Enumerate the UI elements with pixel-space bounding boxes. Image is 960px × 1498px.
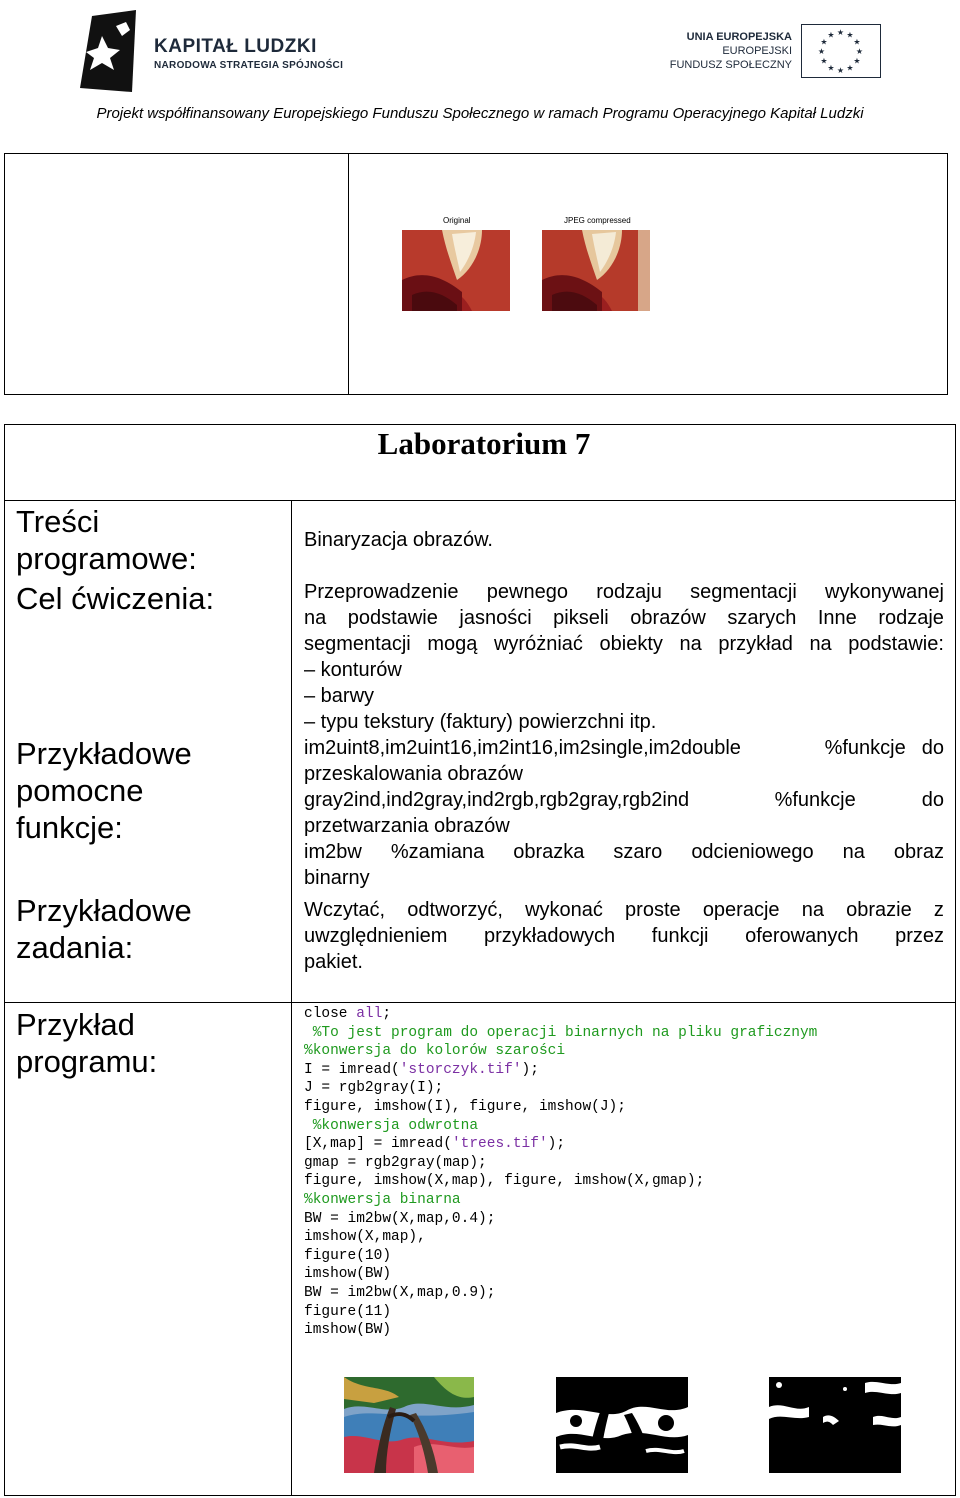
func-line-1b: przeskalowania obrazów	[304, 763, 524, 785]
word: szarych	[727, 607, 797, 629]
label-line: Treści	[16, 504, 100, 539]
code-line: J = rgb2gray(I);	[304, 1080, 444, 1097]
eu-line-2: EUROPEJSKI	[722, 45, 792, 57]
word: odtworzyć,	[407, 899, 503, 921]
trees-color-image	[344, 1377, 474, 1473]
code-line: close all;	[304, 1006, 392, 1022]
svg-text:★: ★	[846, 30, 854, 40]
word: wykonywanej	[825, 581, 944, 603]
code-line: figure(11)	[304, 1303, 392, 1320]
code-line: figure, imshow(I), figure, imshow(J);	[304, 1098, 626, 1115]
cel-line-1	[304, 579, 944, 605]
eu-text	[640, 30, 792, 72]
code-comment: %To jest program do operacji binarnych na pliku graficznym	[304, 1024, 818, 1041]
cel-item: – barwy	[304, 685, 375, 707]
label-line: programowe:	[16, 541, 197, 576]
func-line-3	[304, 839, 944, 865]
svg-text:★: ★	[817, 47, 826, 56]
code-line: imshow(BW)	[304, 1266, 392, 1283]
code-line: figure, imshow(X,map), figure, imshow(X,gmap);	[304, 1173, 705, 1190]
func-comment-end: do	[921, 789, 944, 811]
code-comment: %konwersja do kolorów szarości	[304, 1043, 566, 1060]
word: podstawie	[347, 607, 438, 629]
svg-text:★: ★	[820, 37, 828, 47]
code-line: imshow(X,map),	[304, 1229, 426, 1246]
word: jasności	[459, 607, 532, 629]
word: wyróżniać	[493, 633, 583, 655]
kapital-ludzki-logo	[76, 8, 148, 94]
original-image	[402, 230, 510, 311]
cel-line-3	[304, 631, 944, 657]
word: na	[842, 841, 865, 863]
func-line-2b: przetwarzania obrazów	[304, 815, 510, 837]
word: Przeprowadzenie	[304, 581, 459, 603]
svg-text:★: ★	[836, 66, 845, 75]
logo-title: KAPITAŁ LUDZKI	[154, 36, 317, 57]
word: proste	[625, 899, 681, 921]
word: podstawie:	[848, 633, 944, 655]
svg-text:★: ★	[853, 56, 861, 66]
trees-binary-09-image	[769, 1377, 901, 1473]
zadania-line-2	[304, 923, 944, 949]
eu-flag-icon	[801, 24, 881, 78]
func-list: im2uint8,im2uint16,im2int16,im2single,im2double	[304, 737, 741, 759]
svg-text:★: ★	[836, 28, 845, 37]
cel-text	[304, 579, 944, 735]
kapital-ludzki-emblem-icon	[76, 8, 148, 94]
logo-subtitle: NARODOWA STRATEGIA SPÓJNOŚCI	[154, 60, 344, 71]
word: na	[679, 633, 702, 655]
label-cel-cwiczenia: Cel ćwiczenia:	[16, 581, 215, 616]
func-line-3b: binarny	[304, 867, 370, 889]
title-row-divider	[4, 500, 956, 501]
label-przyklad-programu	[16, 1006, 286, 1080]
lab-title	[4, 426, 956, 462]
word: obrazów	[630, 607, 706, 629]
word: obraz	[893, 841, 944, 863]
word: obrazka	[513, 841, 585, 863]
word: rodzaju	[596, 581, 662, 603]
word: pewnego	[486, 581, 568, 603]
word: Inne	[817, 607, 857, 629]
label-original: Original	[443, 216, 471, 225]
word: szaro	[613, 841, 663, 863]
word: funkcji	[651, 925, 709, 947]
project-cofinancing-line: Projekt współfinansowany Europejskiego Funduszu Społecznego w ramach Programu Operacyjnego Kapitał Ludzki	[96, 105, 864, 122]
code-line: I = imread('storczyk.tif');	[304, 1061, 539, 1078]
code-line: [X,map] = imread('trees.tif');	[304, 1136, 566, 1153]
word: %zamiana	[390, 841, 485, 863]
lab-title-text: Laboratorium 7	[377, 426, 591, 461]
figure-box-divider	[348, 153, 349, 395]
label-line: Przykład	[16, 1007, 135, 1042]
word: uwzględnieniem	[304, 925, 448, 947]
func-comment: %funkcje	[824, 737, 906, 759]
label-pomocne-funkcje	[16, 735, 286, 846]
label-line: funkcje:	[16, 810, 123, 845]
svg-text:★: ★	[846, 63, 854, 73]
code-line: gmap = rgb2gray(map);	[304, 1154, 487, 1171]
word: im2bw	[304, 841, 362, 863]
program-code	[304, 1005, 817, 1340]
zadania-line-3: pakiet.	[304, 951, 363, 973]
word: wykonać	[525, 899, 603, 921]
func-list: gray2ind,ind2gray,ind2rgb,rgb2gray,rgb2ind	[304, 789, 690, 811]
zadania-line-1	[304, 897, 944, 923]
word: z	[933, 899, 944, 921]
svg-text:★: ★	[827, 63, 835, 73]
code-line: imshow(BW)	[304, 1322, 392, 1339]
label-przykladowe-zadania	[16, 892, 286, 966]
label-line: zadania:	[16, 930, 134, 965]
svg-text:★: ★	[827, 30, 835, 40]
word: pikseli	[553, 607, 609, 629]
svg-text:★: ★	[820, 56, 828, 66]
word: operacje	[702, 899, 780, 921]
label-line: Przykładowe	[16, 893, 192, 928]
zadania-text	[304, 897, 944, 975]
svg-text:★: ★	[855, 47, 864, 56]
word: obiekty	[599, 633, 663, 655]
word: przykładowych	[484, 925, 616, 947]
column-divider	[291, 500, 292, 1496]
label-line: programu:	[16, 1044, 158, 1079]
label-jpeg-compressed: JPEG compressed	[564, 216, 631, 225]
eu-line-3: FUNDUSZ SPOŁECZNY	[669, 59, 792, 71]
func-line-2	[304, 787, 944, 813]
word: odcieniowego	[691, 841, 814, 863]
cel-item: – konturów	[304, 659, 402, 681]
word: rodzaje	[878, 607, 944, 629]
svg-text:★: ★	[853, 37, 861, 47]
code-line: BW = im2bw(X,map,0.4);	[304, 1210, 496, 1227]
word: na	[304, 607, 327, 629]
program-row-divider	[4, 1002, 956, 1003]
word: przykład	[718, 633, 793, 655]
word: Wczytać,	[304, 899, 386, 921]
func-comment-end: do	[921, 737, 944, 759]
word: oferowanych	[745, 925, 859, 947]
eu-line-1: UNIA EUROPEJSKA	[686, 31, 792, 43]
word: mogą	[427, 633, 478, 655]
label-line: Przykładowe	[16, 736, 192, 771]
func-comment: %funkcje	[774, 789, 856, 811]
code-comment: %konwersja odwrotna	[304, 1117, 479, 1134]
code-line: BW = im2bw(X,map,0.9);	[304, 1284, 496, 1301]
trees-binary-04-image	[556, 1377, 688, 1473]
word: segmentacji	[304, 633, 411, 655]
func-line-1	[304, 735, 944, 761]
cel-item: – typu tekstury (faktury) powierzchni itp.	[304, 711, 657, 733]
word: segmentacji	[690, 581, 797, 603]
word: obrazie	[846, 899, 912, 921]
code-line: figure(10)	[304, 1247, 392, 1264]
label-line: pomocne	[16, 773, 144, 808]
pomocne-text	[304, 735, 944, 891]
word: na	[801, 899, 824, 921]
tresci-text: Binaryzacja obrazów.	[304, 529, 493, 551]
word: przez	[895, 925, 944, 947]
jpeg-compressed-image	[542, 230, 650, 311]
code-comment: %konwersja binarna	[304, 1191, 461, 1208]
cel-line-2	[304, 605, 944, 631]
label-tresci-programowe	[16, 503, 286, 577]
word: na	[809, 633, 832, 655]
